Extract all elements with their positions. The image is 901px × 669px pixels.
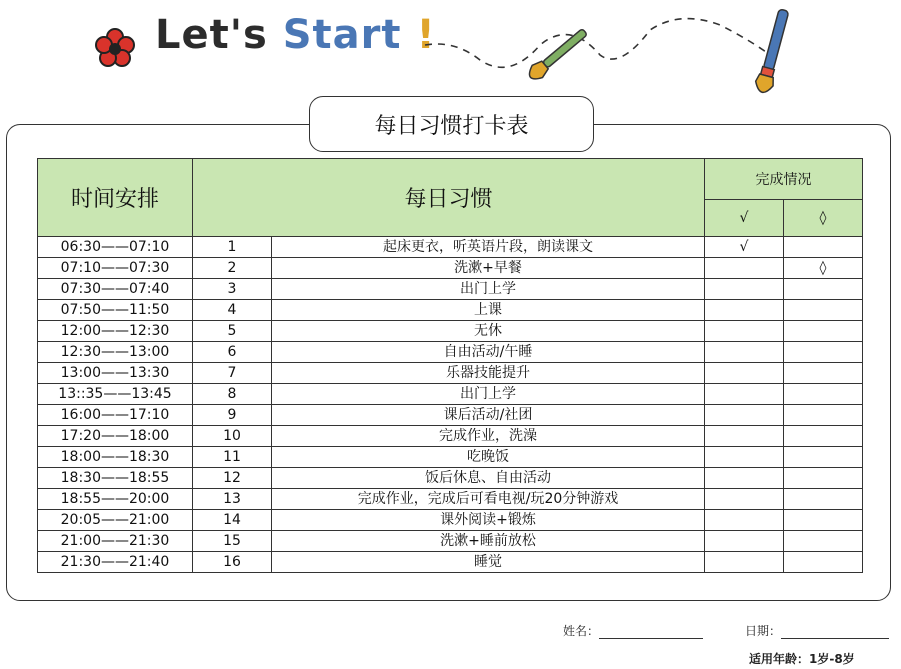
row-time: 12:30——13:00 — [38, 342, 193, 363]
row-number: 16 — [193, 552, 272, 573]
row-done-mark[interactable] — [705, 321, 784, 342]
row-done-mark[interactable] — [705, 384, 784, 405]
table-row — [38, 363, 863, 384]
row-habit: 吃晚饭 — [272, 447, 705, 468]
row-done-mark[interactable] — [705, 300, 784, 321]
row-diamond-mark[interactable] — [784, 321, 863, 342]
table-row — [38, 405, 863, 426]
row-habit: 课后活动/社团 — [272, 405, 705, 426]
row-number: 5 — [193, 321, 272, 342]
date-label: 日期： — [745, 624, 782, 638]
row-habit: 乐器技能提升 — [272, 363, 705, 384]
table-row — [38, 531, 863, 552]
row-done-mark[interactable] — [705, 342, 784, 363]
row-number: 12 — [193, 468, 272, 489]
row-number: 15 — [193, 531, 272, 552]
row-habit: 无休 — [272, 321, 705, 342]
table-row — [38, 552, 863, 573]
row-diamond-mark[interactable] — [784, 363, 863, 384]
row-habit: 课外阅读+锻炼 — [272, 510, 705, 531]
table-row — [38, 300, 863, 321]
logo-word-start: Start — [282, 12, 402, 58]
row-diamond-mark[interactable] — [784, 405, 863, 426]
paintbrush-icon — [525, 25, 590, 83]
row-diamond-mark[interactable] — [784, 237, 863, 258]
row-number: 10 — [193, 426, 272, 447]
row-done-mark[interactable] — [705, 279, 784, 300]
row-number: 9 — [193, 405, 272, 426]
name-field — [563, 622, 703, 639]
row-diamond-mark[interactable] — [784, 447, 863, 468]
name-line[interactable] — [599, 638, 703, 639]
row-time: 21:30——21:40 — [38, 552, 193, 573]
row-done-mark[interactable]: √ — [705, 237, 784, 258]
logo-exclaim: ! — [416, 12, 436, 58]
row-done-mark[interactable] — [705, 426, 784, 447]
row-habit: 洗漱+睡前放松 — [272, 531, 705, 552]
row-time: 06:30——07:10 — [38, 237, 193, 258]
column-header-status: 完成情况 — [705, 159, 863, 200]
row-habit: 完成作业，洗澡 — [272, 426, 705, 447]
row-diamond-mark[interactable] — [784, 300, 863, 321]
row-time: 18:55——20:00 — [38, 489, 193, 510]
table-row — [38, 489, 863, 510]
row-number: 2 — [193, 258, 272, 279]
column-header-time: 时间安排 — [38, 159, 193, 237]
row-habit: 出门上学 — [272, 279, 705, 300]
paintbrush-decoration — [420, 0, 820, 95]
row-done-mark[interactable] — [705, 468, 784, 489]
row-diamond-mark[interactable] — [784, 384, 863, 405]
paintbrush-icon — [753, 8, 792, 95]
row-number: 6 — [193, 342, 272, 363]
lets-start-logo — [155, 12, 436, 58]
row-number: 7 — [193, 363, 272, 384]
row-time: 17:20——18:00 — [38, 426, 193, 447]
row-number: 4 — [193, 300, 272, 321]
date-line[interactable] — [781, 638, 889, 639]
table-row — [38, 447, 863, 468]
row-time: 13:00——13:30 — [38, 363, 193, 384]
row-habit: 自由活动/午睡 — [272, 342, 705, 363]
row-number: 14 — [193, 510, 272, 531]
column-header-diamond-mark: ◊ — [784, 200, 863, 237]
table-row — [38, 468, 863, 489]
row-done-mark[interactable] — [705, 552, 784, 573]
row-habit: 洗漱+早餐 — [272, 258, 705, 279]
name-label: 姓名： — [563, 624, 600, 638]
row-diamond-mark[interactable] — [784, 468, 863, 489]
row-habit: 睡觉 — [272, 552, 705, 573]
table-row — [38, 426, 863, 447]
row-habit: 饭后休息、自由活动 — [272, 468, 705, 489]
row-number: 13 — [193, 489, 272, 510]
row-time: 16:00——17:10 — [38, 405, 193, 426]
row-diamond-mark[interactable] — [784, 342, 863, 363]
row-habit: 完成作业，完成后可看电视/玩20分钟游戏 — [272, 489, 705, 510]
table-row — [38, 342, 863, 363]
row-time: 12:00——12:30 — [38, 321, 193, 342]
row-time: 20:05——21:00 — [38, 510, 193, 531]
row-number: 11 — [193, 447, 272, 468]
table-row — [38, 237, 863, 258]
column-header-habit: 每日习惯 — [193, 159, 705, 237]
row-time: 13::35——13:45 — [38, 384, 193, 405]
row-time: 07:50——11:50 — [38, 300, 193, 321]
age-label: 适用年龄：1岁-8岁 — [749, 652, 855, 666]
page-header — [0, 0, 901, 95]
row-time: 18:30——18:55 — [38, 468, 193, 489]
row-done-mark[interactable] — [705, 363, 784, 384]
row-number: 1 — [193, 237, 272, 258]
row-habit: 出门上学 — [272, 384, 705, 405]
row-time: 07:30——07:40 — [38, 279, 193, 300]
table-row — [38, 279, 863, 300]
row-done-mark[interactable] — [705, 405, 784, 426]
row-habit: 起床更衣，听英语片段，朗读课文 — [272, 237, 705, 258]
row-diamond-mark[interactable] — [784, 279, 863, 300]
row-diamond-mark[interactable] — [784, 510, 863, 531]
row-time: 07:10——07:30 — [38, 258, 193, 279]
row-time: 18:00——18:30 — [38, 447, 193, 468]
row-habit: 上课 — [272, 300, 705, 321]
row-diamond-mark[interactable] — [784, 489, 863, 510]
table-row — [38, 384, 863, 405]
row-diamond-mark[interactable] — [784, 552, 863, 573]
row-done-mark[interactable] — [705, 447, 784, 468]
row-done-mark[interactable] — [705, 258, 784, 279]
habit-table — [37, 158, 863, 573]
page-title: 每日习惯打卡表 — [309, 96, 594, 152]
table-row — [38, 258, 863, 279]
row-diamond-mark[interactable] — [784, 531, 863, 552]
flower-icon — [95, 28, 135, 68]
row-diamond-mark[interactable] — [784, 426, 863, 447]
row-number: 3 — [193, 279, 272, 300]
row-number: 8 — [193, 384, 272, 405]
row-done-mark[interactable] — [705, 489, 784, 510]
date-field — [745, 622, 889, 639]
table-row — [38, 321, 863, 342]
row-time: 21:00——21:30 — [38, 531, 193, 552]
row-diamond-mark[interactable]: ◊ — [784, 258, 863, 279]
table-row — [38, 510, 863, 531]
column-header-done-mark: √ — [705, 200, 784, 237]
logo-word-lets: Let's — [155, 12, 268, 58]
row-done-mark[interactable] — [705, 510, 784, 531]
row-done-mark[interactable] — [705, 531, 784, 552]
